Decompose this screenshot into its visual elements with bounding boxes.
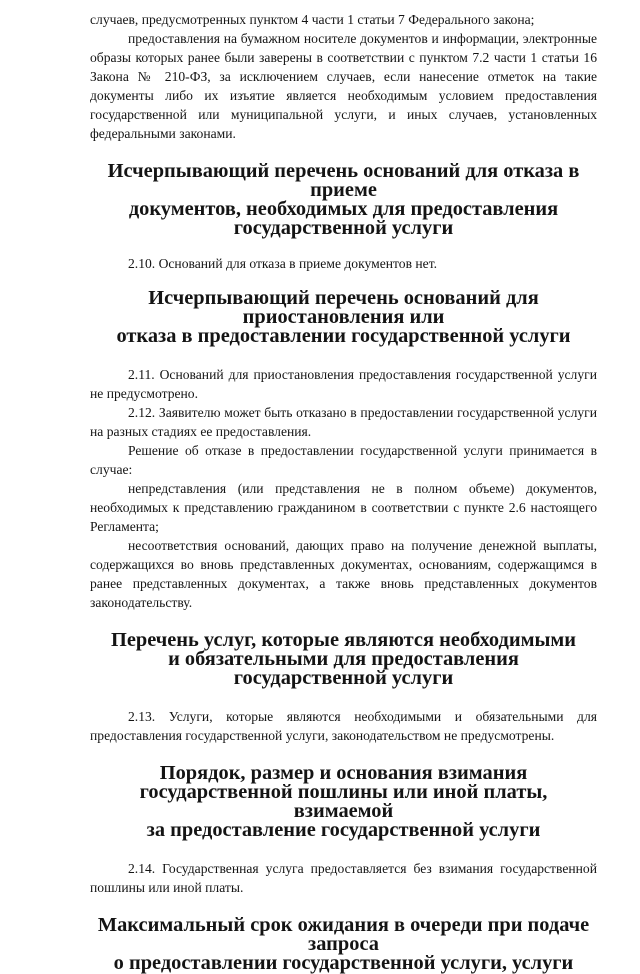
- heading-line: за предоставление государственной услуги: [146, 819, 541, 841]
- heading-line: и обязательными для предоставления государственной услуги: [168, 648, 519, 689]
- paragraph-paper-documents: предоставления на бумажном носителе документов и информации, электронные образы которых ранее были заверены в соответствии с пунктом 7.2 части 1 статьи 16 Закона № 210-ФЗ, за исключением случаев, если нанесение отметок на такие документы либо их изъятие является необходимым условием предоставления государственной или муниципальной услуги, и иных случаев, установленных федеральными законами.: [90, 31, 597, 141]
- heading-line: отказа в предоставлении государственной услуги: [116, 325, 571, 347]
- paragraph-2-13: 2.13. Услуги, которые являются необходимыми и обязательными для предоставления государственной услуги, законодательством не предусмотрены.: [90, 709, 597, 743]
- paragraph-non-submission: непредставления (или представления не в полном объеме) документов, необходимых к представлению гражданином в соответствии с пункте 2.6 настоящего Регламента;: [90, 481, 597, 534]
- document-page: [90, 10, 597, 973]
- heading-suspension-refusal: [90, 289, 597, 346]
- heading-line: Исчерпывающий перечень оснований для приостановления или: [148, 287, 539, 328]
- paragraph-refusal-decision: Решение об отказе в предоставлении государственной услуги принимается в случае:: [90, 443, 597, 477]
- heading-line: о предоставлении государственной услуги, услуги: [113, 952, 574, 974]
- paragraph-2-11: 2.11. Оснований для приостановления предоставления государственной услуги не предусмотрено.: [90, 367, 597, 401]
- paragraph-continuation: случаев, предусмотренных пунктом 4 части 1 статьи 7 Федерального закона;: [90, 12, 535, 27]
- heading-line: Порядок, размер и основания взимания: [159, 762, 528, 784]
- paragraph-2-12: 2.12. Заявителю может быть отказано в предоставлении государственной услуги на разных стадиях ее предоставления.: [90, 405, 597, 439]
- heading-necessary-services: [90, 631, 597, 688]
- heading-refusal-reception: [90, 162, 597, 238]
- heading-line: Максимальный срок ожидания в очереди при подаче запроса: [97, 914, 590, 955]
- paragraph-inconsistency: несоответствия оснований, дающих право на получение денежной выплаты, содержащихся во вновь представленных документах, основаниям, содержащимся в ранее представленных документах, а также вновь представленных документов законодательству.: [90, 538, 597, 610]
- paragraph-2-14: 2.14. Государственная услуга предоставляется без взимания государственной пошлины или иной платы.: [90, 861, 597, 895]
- heading-line: государственной пошлины или иной платы, взимаемой: [139, 781, 548, 822]
- heading-line: документов, необходимых для предоставления государственной услуги: [128, 198, 559, 239]
- heading-line: Перечень услуг, которые являются необходимыми: [110, 629, 577, 651]
- heading-queue-time: [90, 916, 597, 973]
- heading-state-fee: [90, 764, 597, 840]
- heading-line: Исчерпывающий перечень оснований для отказа в приеме: [107, 160, 580, 201]
- paragraph-2-10: 2.10. Оснований для отказа в приеме документов нет.: [128, 256, 438, 271]
